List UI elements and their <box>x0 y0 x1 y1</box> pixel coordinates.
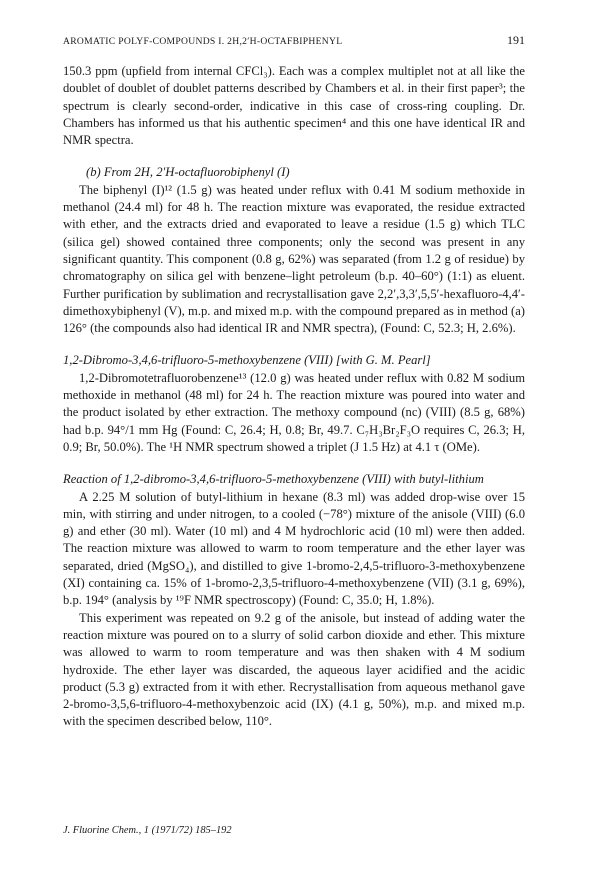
paragraph-biphenyl-reaction: The biphenyl (I)¹² (1.5 g) was heated under reflux with 0.41 M sodium methoxide in methanol (24.4 ml) for 48 h. The reaction mixture was evaporated, the residue extracted with ether, and the extracts dried and evaporated to leave a residue (1.5 g) which TLC (silica gel) showed contained three components; only the second was present in any significant quantity. This component (0.8 g, 62%) was separated (from 1.2 g of residue) by chromatography on silica gel with benzene–light petroleum (b.p. 40–60°) (1:1) as eluent. Further purification by sublimation and recrystallisation gave 2,2′,3,3′,5,5′-hexafluoro-4,4′-dimethoxybiphenyl (V), m.p. and mixed m.p. with the compound prepared as in method (a) 126° (the compounds also had identical IR and NMR spectra), (Found: C, 52.3; H, 2.6%). <box>63 182 525 336</box>
section-heading-butyllithium: Reaction of 1,2-dibromo-3,4,6-trifluoro-5-methoxybenzene (VIII) with butyl-lithium <box>63 472 484 487</box>
paragraph-dibromo-prep: 1,2-Dibromotetrafluorobenzene¹³ (12.0 g) was heated under reflux with 0.82 M sodium methoxide in methanol (48 ml) for 24 h. The reaction mixture was poured into water and the product isolated by ether extraction. The methoxy compound (nc) (VIII) (8.5 g, 68%) had b.p. 94°/1 mm Hg (Found: C, 26.4; H, 0.8; Br, 49.7. C₇H₃Br₂F₃O requires C, 26.3; H, 0.9; Br, 50.0%). The ¹H NMR spectrum showed a triplet (J 1.5 Hz) at 4.1 τ (OMe). <box>63 370 525 454</box>
section-heading-b: (b) From 2H, 2′H-octafluorobiphenyl (I) <box>86 165 290 180</box>
running-title: AROMATIC POLYF-COMPOUNDS I. 2H,2′H-OCTAFBIPHENYL <box>63 36 343 47</box>
body-text <box>63 63 525 731</box>
journal-citation-footer: J. Fluorine Chem., 1 (1971/72) 185–192 <box>63 825 232 836</box>
running-header <box>63 33 525 48</box>
page-number: 191 <box>507 33 525 47</box>
paragraph-repeat-experiment: This experiment was repeated on 9.2 g of the anisole, but instead of adding water the reaction mixture was poured on to a slurry of solid carbon dioxide and ether. This mixture was allowed to warm to room temperature and was then shaken with 4 M sodium hydroxide. The ether layer was discarded, the aqueous layer acidified and the acidic product (5.3 g) extracted from it with ether. Recrystallisation from aqueous methanol gave 2-bromo-3,5,6-trifluoro-4-methoxybenzoic acid (IX) (4.1 g, 50%), m.p. and mixed m.p. with the specimen described below, 110°. <box>63 610 525 729</box>
paragraph-nmr-discussion: 150.3 ppm (upfield from internal CFCl₃). Each was a complex multiplet not at all like the doublet of doublet of doublet patterns described by Chambers et al. in their first paper³; the spectrum is clearly second-order, indicative in this case of cross-ring coupling. Dr. Chambers has informed us that his authentic specimen⁴ and this one have identical IR and NMR spectra. <box>63 64 525 148</box>
paragraph-butyllithium-reaction: A 2.25 M solution of butyl-lithium in hexane (8.3 ml) was added drop-wise over 15 min, with stirring and under nitrogen, to a cooled (−78°) mixture of the anisole (VIII) (6.0 g) and ether (30 ml). Water (10 ml) and 4 M hydrochloric acid (10 ml) were then added. The reaction mixture was allowed to warm to room temperature and the ether layer was separated, dried (MgSO₄), and distilled to give 1-bromo-2,4,5-trifluoro-3-methoxybenzene (XI) containing ca. 15% of 1-bromo-2,3,5-trifluoro-4-methoxybenzene (VII) (3.1 g, 69%), b.p. 194° (analysis by ¹⁹F NMR spectroscopy) (Found: C, 35.0; H, 1.8%). <box>63 489 525 608</box>
section-heading-dibromo: 1,2-Dibromo-3,4,6-trifluoro-5-methoxybenzene (VIII) [with G. M. Pearl] <box>63 353 431 368</box>
